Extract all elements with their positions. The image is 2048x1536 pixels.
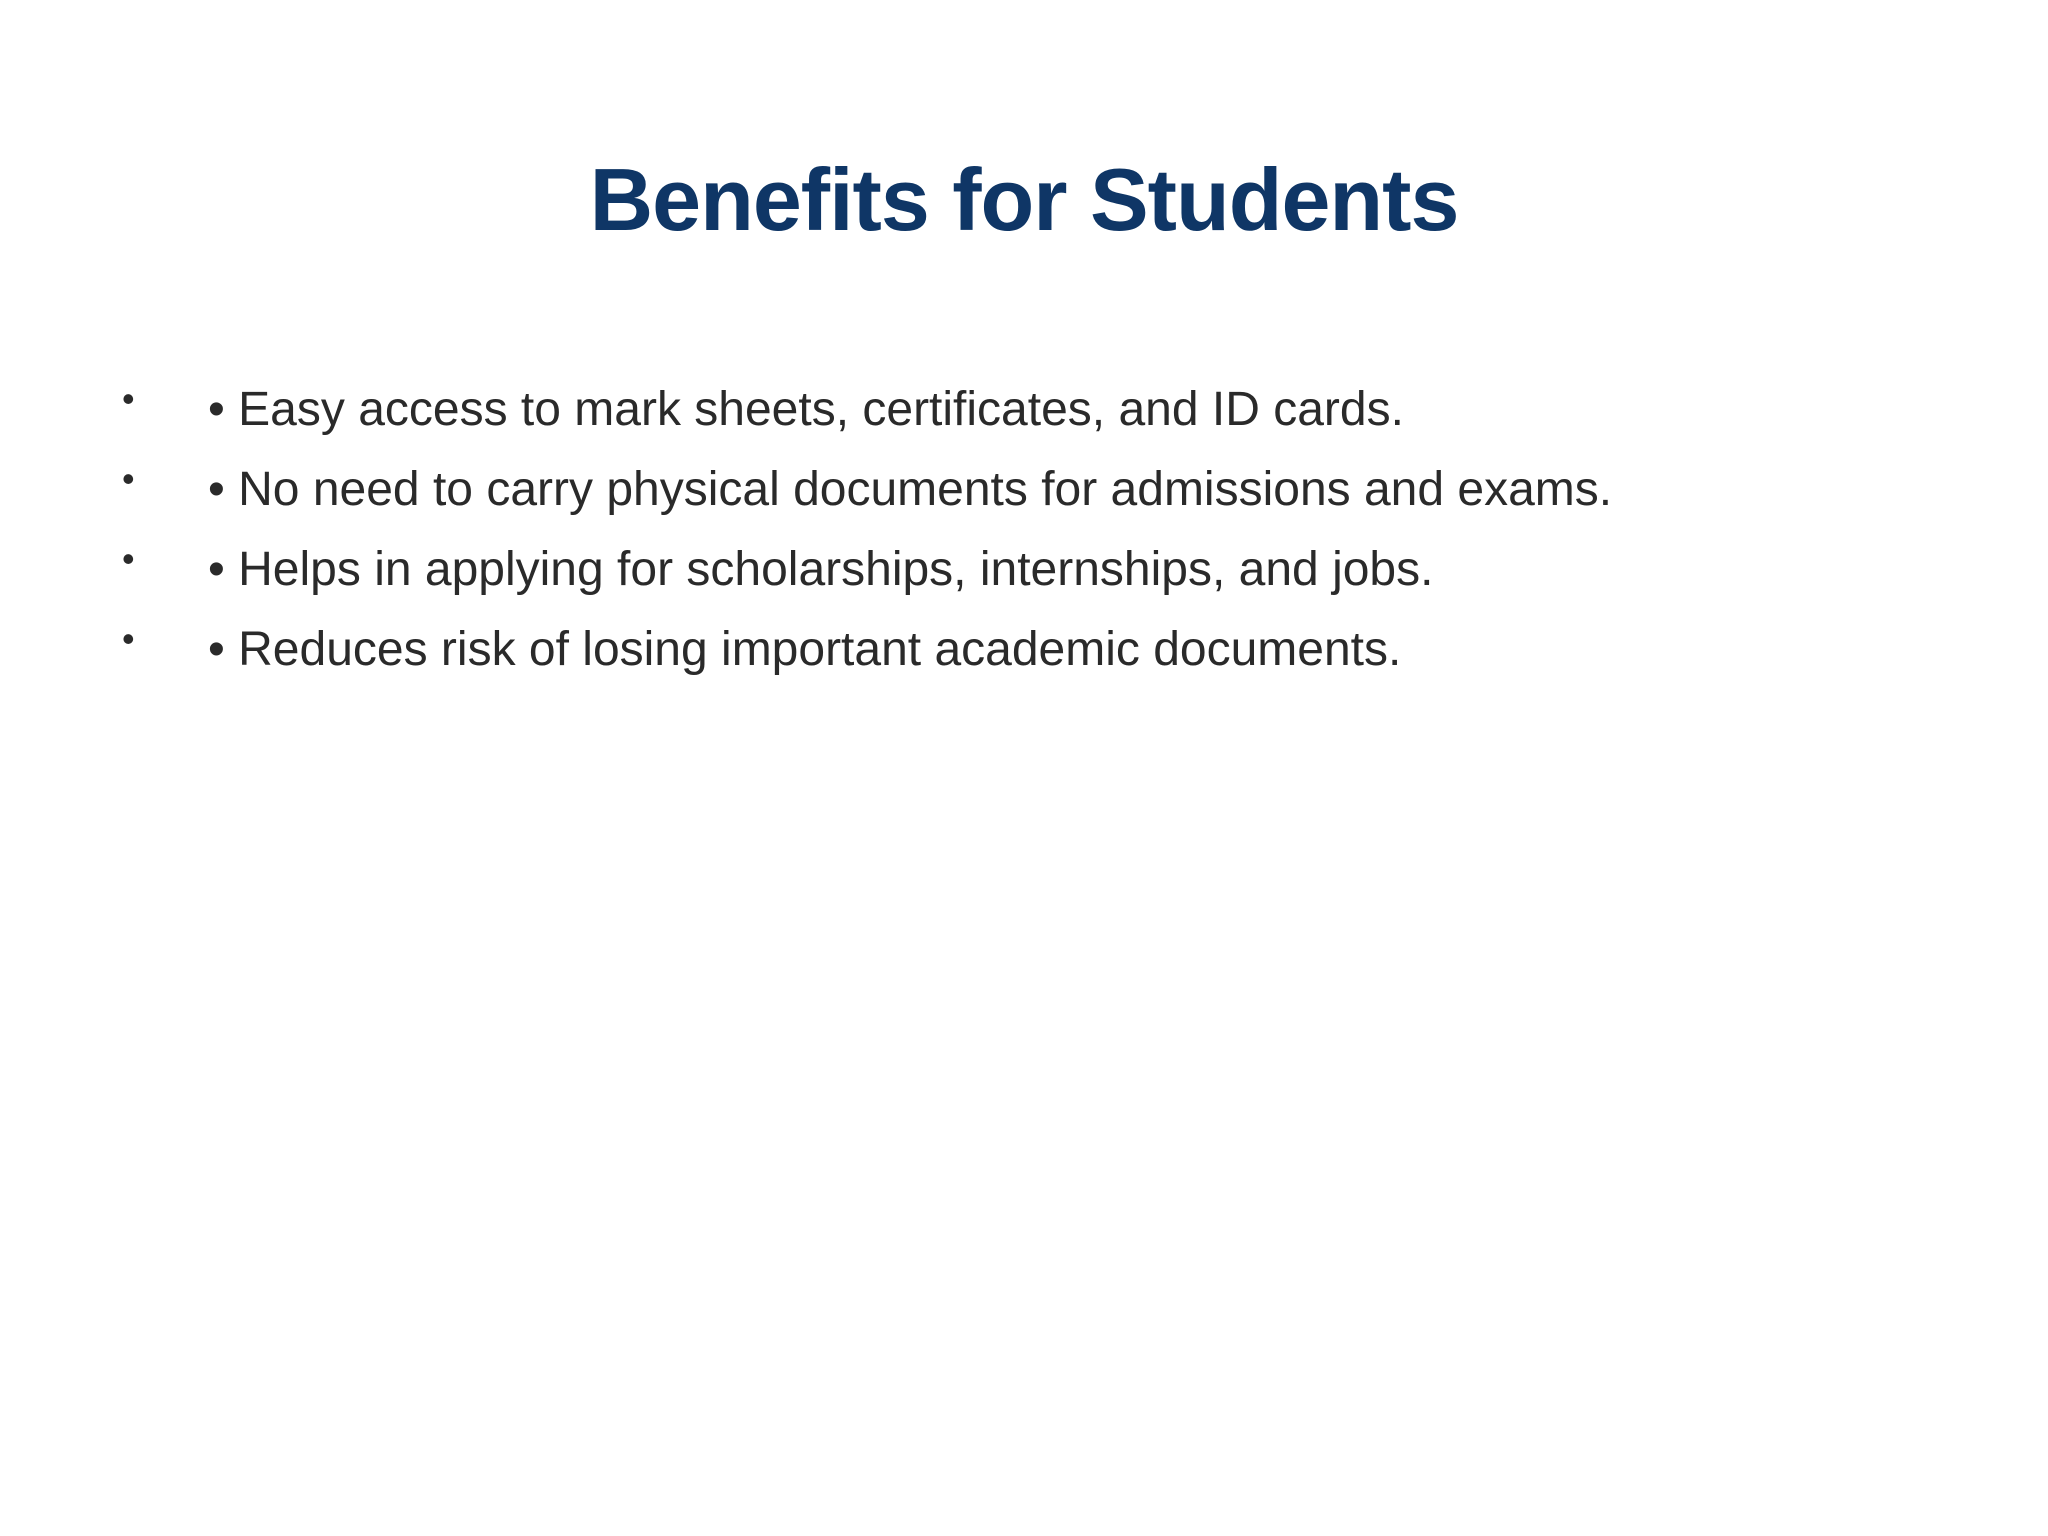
list-item xyxy=(118,610,1612,690)
bullet-text: • Easy access to mark sheets, certificates, and ID cards. xyxy=(208,383,1404,436)
list-item xyxy=(118,530,1612,610)
bullet-list xyxy=(118,370,1612,690)
bullet-icon: • xyxy=(122,458,135,499)
list-item xyxy=(118,370,1612,450)
bullet-text: • No need to carry physical documents for admissions and exams. xyxy=(208,463,1613,516)
bullet-icon: • xyxy=(122,618,135,659)
bullet-text: • Reduces risk of losing important academic documents. xyxy=(208,623,1402,676)
list-item xyxy=(118,450,1612,530)
slide-title: Benefits for Students xyxy=(589,150,1459,249)
bullet-icon: • xyxy=(122,378,135,419)
bullet-icon: • xyxy=(122,538,135,579)
bullet-text: • Helps in applying for scholarships, internships, and jobs. xyxy=(208,543,1434,596)
